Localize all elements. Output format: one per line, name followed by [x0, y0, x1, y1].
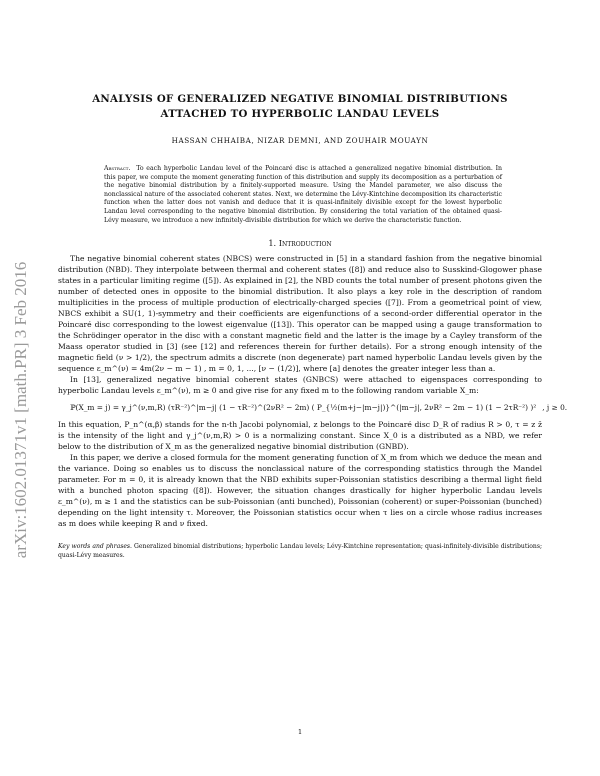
paragraph-4: In this paper, we derive a closed formula for the moment generating function of X_m from which we deduce the mean and the variance. Doing so enables us to discuss the nonclassical nature of the corresponding statistics through the Mandel parameter. For m = 0, it is already known that the NBD exhibits super-Poissonian statistics describing a thermal light field with a bunched photon spacing ([8]). However, the situation changes drastically for higher hyperbolic Landau levels ε_m^(ν), m ≥ 1 and the statistics can be sub-Poissonian (anti bunched), Poissonian (coherent) or super-Poissonian (bunched) depending on the light intensity τ. Moreover, the Poissonian statistics occur when τ lies on a circle whose radius increases as m does while keeping R and ν fixed. — [58, 453, 542, 529]
page-number: 1 — [297, 728, 303, 736]
title-line-1: ANALYSIS OF GENERALIZED NEGATIVE BINOMIAL DISTRIBUTIONS — [92, 93, 508, 105]
arxiv-stamp-svg — [4, 200, 36, 620]
title-line-2: ATTACHED TO HYPERBOLIC LANDAU LEVELS — [160, 108, 440, 120]
abstract — [104, 165, 502, 225]
paper-title — [58, 92, 542, 122]
equation-formula: ℙ(X_m = j) = γ_j^(ν,m,R) (τR⁻²)^|m−j| (1 − τR⁻²)^(2νR² − 2m) ( P_{½(m+j−|m−j|)}^(|m−j|, 2νR² − 2m − 1) (1 − 2τR⁻²) )² — [70, 403, 537, 413]
display-equation — [70, 402, 568, 413]
introduction-body — [58, 253, 568, 529]
equation-condition: , j ≥ 0. — [542, 403, 568, 413]
keywords-footnote — [58, 543, 542, 560]
paper-page — [58, 92, 568, 560]
section-heading-introduction: 1. Introduction — [268, 238, 332, 249]
arxiv-identifier-stamp — [4, 200, 36, 620]
paragraph-3: In this equation, P_n^(α,β) stands for the n-th Jacobi polynomial, z belongs to the Poincaré disc D_R of radius R > 0, τ = z z̄ is the intensity of the light and γ_j^(ν,m,R) > 0 is a normalizing constant. Since X_0 is a distributed as a NBD, we refer below to the distribution of X_m as the generalized negative binomial distribution (GNBD). — [58, 420, 542, 452]
keywords-text: Generalized binomial distributions; hyperbolic Landau levels; Lévy-Kintchine representation; quasi-infinitely-divisible distributions; quasi-Lévy measures. — [58, 543, 543, 559]
author-list: HASSAN CHHAIBA, NIZAR DEMNI, AND ZOUHAIR MOUAYN — [171, 136, 429, 145]
keywords-label: Key words and phrases. — [58, 543, 132, 551]
abstract-text: To each hyperbolic Landau level of the Poincaré disc is attached a generalized negative binomial distribution. In this paper, we compute the moment generating function of this distribution and supply its decomposition as a perturbation of the negative binomial distribution by a finitely-supported measure. Using the Mandel parameter, we also discuss the nonclassical nature of the associated coherent states. Next, we determine the Lévy-Kintchine decomposition its characteristic function when the latter does not vanish and deduce that it is quasi-infinitely divisible except for the lowest hyperbolic Landau level corresponding to the negative binomial distribution. By considering the total variation of the obtained quasi-Lévy measure, we introduce a new infinitely-divisible distribution for which we derive the characteristic function. — [104, 165, 503, 224]
abstract-label: Abstract. — [104, 165, 131, 172]
paragraph-2: In [13], generalized negative binomial coherent states (GNBCS) were attached to eigenspaces corresponding to hyperbolic Landau levels ε_m^(ν), m ≥ 0 and give rise for any fixed m to the following random variable X_m: — [58, 375, 542, 396]
arxiv-stamp-text: arXiv:1602.01371v1 [math.PR] 3 Feb 2016 — [11, 261, 30, 559]
paragraph-1: The negative binomial coherent states (NBCS) were constructed in [5] in a standard fashion from the negative binomial distribution (NBD). They interpolate between thermal and coherent states ([8]) and reduce also to Susskind-Glogower phase states in a particular limiting regime ([5]). As explained in [2], the NBD counts the total number of present photons given the number of detected ones in opposite to the binomial distribution. It also plays a key role in the description of random multiplicities in the process of multiple production of electrically-charged species ([7]). From a geometrical point of view, NBCS exhibit a SU(1, 1)-symmetry and their coefficients are eigenfunctions of a second-order differential operator in the Poincaré disc corresponding to the lowest eigenvalue ([13]). This operator can be mapped using a gauge transformation to the Schrödinger operator in the disc with a constant magnetic field and the latter is the image by a Cayley transform of the Maass operator studied in [3] (see [12] and references therein for further details). For a strong enough intensity of the magnetic field (ν > 1/2), the spectrum admits a discrete (non degenerate) part named hyperbolic Landau levels given by the sequence ε_m^(ν) = 4m(2ν − m − 1) , m = 0, 1, ..., [ν − (1/2)], where [a] denotes the greater integer less than a. — [58, 254, 542, 374]
